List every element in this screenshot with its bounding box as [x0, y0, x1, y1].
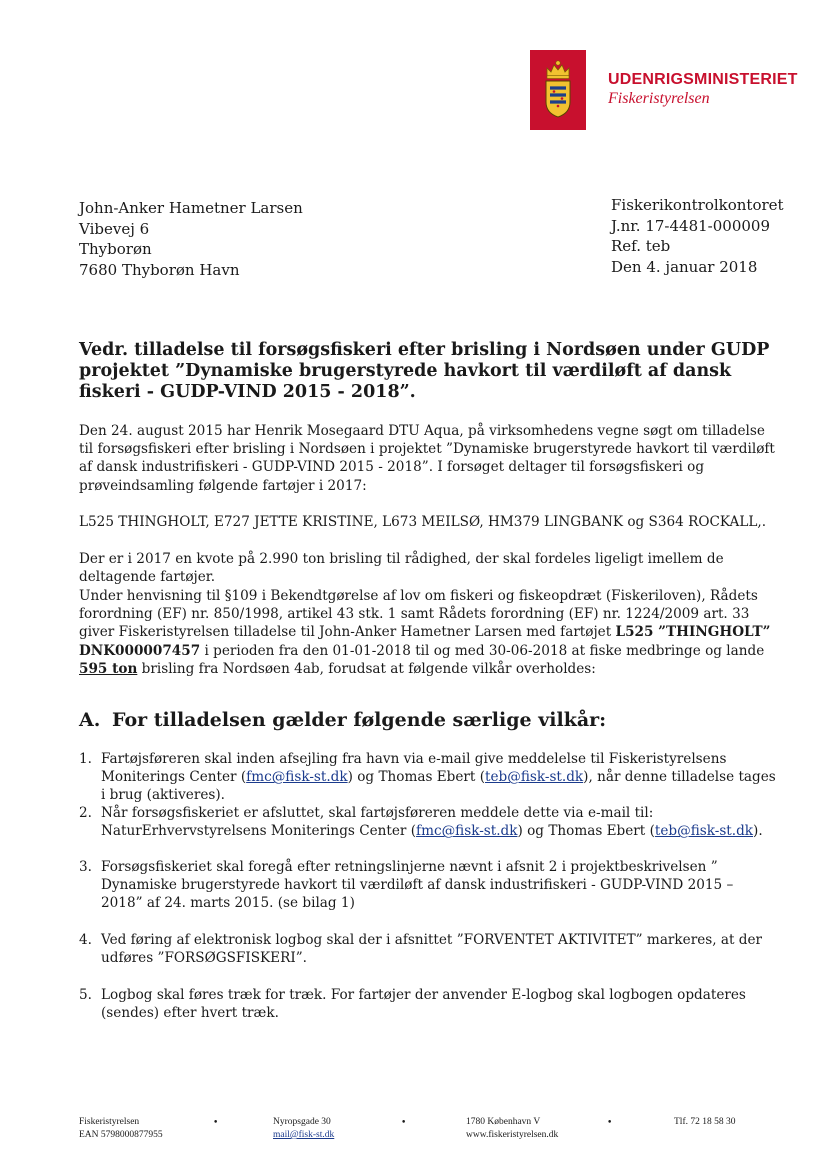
letter-meta — [611, 195, 784, 277]
item-text: ) og Thomas Ebert ( — [347, 769, 486, 786]
fmc-email-link[interactable]: fmc@fisk-st.dk — [246, 769, 348, 786]
footer-contact — [273, 1116, 334, 1142]
teb-email-link[interactable]: teb@fisk-st.dk — [654, 823, 754, 840]
item-text: Når forsøgsfiskeriet er afsluttet, skal fartøjsføreren meddele dette via e-mail til: NaturErhvervstyrelsens Moniterings Center ( — [101, 805, 654, 840]
item-text: ), når denne tilladelse tages i brug (aktiveres). — [101, 769, 776, 804]
permit-text-c: brisling fra Nordsøen 4ab, forudsat at følgende vilkår overholdes: — [137, 660, 596, 677]
permit-tons: 595 ton — [79, 660, 138, 677]
footer-name: Fiskeristyrelsen — [79, 1117, 140, 1127]
footer-web[interactable]: www.fiskeristyrelsen.dk — [466, 1130, 559, 1140]
item-text: Fartøjsføreren skal inden afsejling fra havn via e-mail give meddelelse til Fiskeristyrelsens Moniterings Center ( — [101, 751, 727, 786]
office: Fiskerikontrolkontoret — [611, 196, 784, 214]
coat-of-arms-icon — [530, 50, 586, 130]
item-number: 2. — [79, 805, 92, 821]
subject-heading: Vedr. tilladelse til forsøgsfiskeri efter brisling i Nordsøen under GUDP projektet ”Dynamiske brugerstyrede havkort til værdiløft af dansk fiskeri - GUDP-VIND 2015 - 2018”. — [79, 340, 770, 402]
item-number: 3. — [79, 859, 92, 875]
paragraph-vessels: L525 THINGHOLT, E727 JETTE KRISTINE, L673 MEILSØ, HM379 LINGBANK og S364 ROCKALL,. — [79, 514, 767, 530]
section-a-heading — [79, 709, 606, 731]
paragraph-quota: Der er i 2017 en kvote på 2.990 ton brisling til rådighed, der skal fordeles ligeligt imellem de deltagende fartøjer. — [79, 551, 724, 586]
condition-item — [79, 750, 779, 805]
item-text: Logbog skal føres træk for træk. For fartøjer der anvender E-logbog skal logbogen opdateres (sendes) efter hvert træk. — [101, 987, 746, 1022]
section-letter: A. — [79, 709, 101, 731]
recipient-town: Thyborøn — [79, 240, 152, 258]
footer-separator: • — [607, 1118, 613, 1128]
item-number: 1. — [79, 751, 92, 767]
item-number: 5. — [79, 987, 92, 1003]
condition-item — [79, 986, 779, 1022]
teb-email-link[interactable]: teb@fisk-st.dk — [485, 769, 584, 786]
recipient-street: Vibevej 6 — [79, 219, 150, 238]
footer-ean: EAN 5798000877955 — [79, 1130, 163, 1140]
agency-name: Fiskeristyrelsen — [608, 90, 710, 107]
paragraph-permit — [79, 587, 779, 678]
footer-agency — [79, 1116, 163, 1142]
item-number: 4. — [79, 932, 92, 948]
footer-phone: Tlf. 72 18 58 30 — [674, 1117, 736, 1127]
footer-street: Nyropsgade 30 — [273, 1117, 331, 1127]
section-title: For tilladelsen gælder følgende særlige vilkår: — [112, 709, 607, 731]
footer-separator: • — [401, 1118, 407, 1128]
journal-number: J.nr. 17-4481-000009 — [611, 216, 770, 235]
condition-item — [79, 931, 779, 967]
permit-text-b: i perioden fra den 01-01-2018 til og med 30-06-2018 at fiske medbringe og lande — [200, 642, 765, 659]
footer-mail-link[interactable]: mail@fisk-st.dk — [273, 1130, 335, 1140]
footer-location — [466, 1116, 558, 1142]
item-text: ) og Thomas Ebert ( — [517, 823, 655, 840]
item-text: Ved føring af elektronisk logbog skal der i afsnittet ”FORVENTET AKTIVITET” markeres, at der udføres ”FORSØGSFISKERI”. — [101, 932, 763, 967]
recipient-address — [79, 198, 303, 280]
footer-city: 1780 København V — [466, 1117, 541, 1127]
logo — [530, 50, 586, 130]
footer-separator: • — [213, 1118, 219, 1128]
paragraph-application: Den 24. august 2015 har Henrik Mosegaard DTU Aqua, på virksomhedens vegne søgt om tilladelse til forsøgsfiskeri efter brisling i Nordsøen i projektet ”Dynamiske brugerstyrede havkort til værdiløft af dansk industrifiskeri - GUDP-VIND 2015 - 2018”. I forsøget deltager til forsøgsfiskeri og prøveindsamling følgende fartøjer i 2017: — [79, 423, 775, 494]
fmc-email-link[interactable]: fmc@fisk-st.dk — [416, 823, 518, 840]
permit-text-a: Under henvisning til §109 i Bekendtgørelse af lov om fiskeri og fiskeopdræt (Fiskeriloven), Rådets forordning (EF) nr. 850/1998, artikel 43 stk. 1 samt Rådets forordning (EF) nr. 1224/2009 art. 33 giver Fiskeristyrelsen tilladelse til John-Anker Hametner Larsen med fartøjet — [79, 588, 758, 641]
recipient-name: John-Anker Hametner Larsen — [79, 199, 303, 217]
item-text: ). — [753, 823, 763, 840]
ministry-name: UDENRIGSMINISTERIET — [608, 71, 798, 88]
letter-date: Den 4. januar 2018 — [611, 257, 758, 276]
permit-vessel: L525 ”THINGHOLT” DNK000007457 — [79, 624, 771, 659]
item-text: Forsøgsfiskeriet skal foregå efter retningslinjerne nævnt i afsnit 2 i projektbeskrivelsen ” Dynamiske brugerstyrede havkort til værdiløft af dansk industrifiskeri - GUDP-VIND 2015 – 2018” af 24. marts 2015. (se bilag 1) — [101, 859, 734, 912]
condition-item — [79, 858, 779, 913]
reference: Ref. teb — [611, 237, 671, 255]
recipient-postal: 7680 Thyborøn Havn — [79, 260, 240, 279]
condition-item — [79, 804, 779, 840]
